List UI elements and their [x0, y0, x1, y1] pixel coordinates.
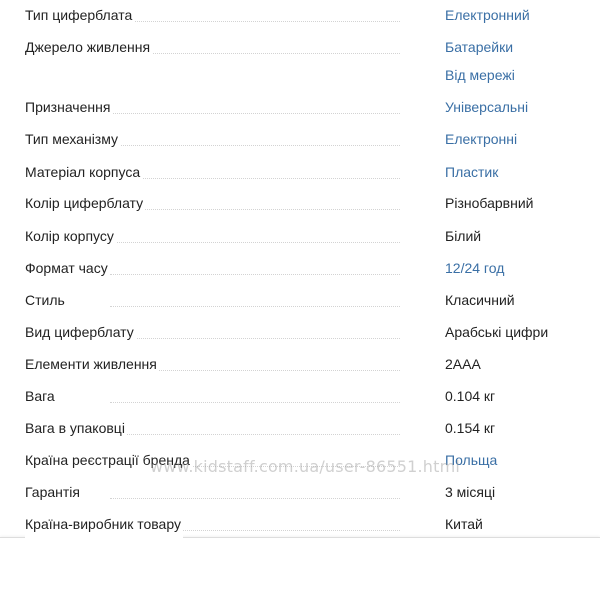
spec-values [445, 1, 530, 29]
spec-values [445, 93, 528, 121]
dotted-leader [110, 402, 400, 403]
spec-label: Елементи живлення [25, 350, 159, 378]
spec-value: Білий [445, 228, 482, 244]
dotted-leader [110, 306, 400, 307]
spec-values [445, 414, 495, 442]
spec-values [445, 510, 483, 538]
watermark: www.kidstaff.com.ua/user-86551.html [150, 457, 461, 476]
dotted-leader [110, 498, 400, 499]
spec-row [0, 93, 600, 121]
spec-label: Матеріал корпуса [25, 158, 142, 186]
spec-value-link[interactable]: Пластик [445, 164, 499, 180]
spec-row [0, 254, 600, 282]
spec-value-link[interactable]: Універсальні [445, 99, 529, 115]
dotted-leader [110, 209, 400, 210]
spec-value-link[interactable]: Електронний [445, 7, 530, 23]
spec-values [445, 286, 515, 314]
spec-label: Формат часу [25, 254, 110, 282]
spec-label: Країна реєстрації бренда [25, 446, 192, 474]
spec-value: 0.154 кг [445, 420, 496, 436]
dotted-leader [110, 53, 400, 54]
spec-label: Стиль [25, 286, 67, 314]
spec-row [0, 414, 600, 442]
spec-label: Гарантія [25, 478, 82, 506]
dotted-leader [110, 178, 400, 179]
spec-label: Джерело живлення [25, 33, 152, 61]
spec-values [445, 158, 498, 186]
spec-label: Колір циферблату [25, 189, 145, 217]
spec-row [0, 33, 600, 83]
spec-row [0, 189, 600, 217]
spec-label: Вага [25, 382, 57, 410]
spec-value: Китай [445, 516, 483, 532]
spec-row [0, 318, 600, 346]
spec-values [445, 478, 495, 506]
dotted-leader [110, 338, 400, 339]
spec-row [0, 158, 600, 186]
spec-value: Арабські цифри [445, 324, 549, 340]
spec-value: Класичний [445, 292, 515, 308]
spec-label: Колір корпусу [25, 222, 116, 250]
dotted-leader [110, 242, 400, 243]
spec-label: Вид циферблату [25, 318, 136, 346]
spec-value: 3 місяці [445, 484, 496, 500]
spec-label: Країна-виробник товару [25, 510, 183, 538]
dotted-leader [110, 145, 400, 146]
spec-values [445, 254, 504, 282]
spec-values [445, 318, 548, 346]
spec-label: Тип механізму [25, 125, 120, 153]
spec-row [0, 286, 600, 314]
spec-value-link[interactable]: Електронні [445, 131, 518, 147]
spec-row [0, 222, 600, 250]
spec-label: Тип циферблата [25, 1, 134, 29]
spec-values [445, 125, 517, 153]
spec-row [0, 478, 600, 506]
dotted-leader [110, 113, 400, 114]
spec-value-link[interactable]: 12/24 год [445, 260, 505, 276]
spec-value-link[interactable]: Від мережі [445, 67, 515, 83]
spec-values [445, 350, 481, 378]
spec-values [445, 382, 495, 410]
spec-values [445, 33, 515, 89]
spec-value-link[interactable]: Польща [445, 452, 498, 468]
spec-row [0, 350, 600, 378]
dotted-leader [110, 274, 400, 275]
spec-value: Різнобарвний [445, 195, 534, 211]
spec-label: Вага в упаковці [25, 414, 127, 442]
spec-value: 2ААА [445, 356, 481, 372]
dotted-leader [110, 21, 400, 22]
spec-row [0, 125, 600, 153]
spec-values [445, 189, 533, 217]
spec-value-link[interactable]: Батарейки [445, 39, 514, 55]
bottom-panel [0, 537, 600, 591]
spec-row [0, 382, 600, 410]
dotted-leader [110, 434, 400, 435]
spec-label: Призначення [25, 93, 112, 121]
spec-values [445, 222, 481, 250]
spec-value: 0.104 кг [445, 388, 496, 404]
spec-row [0, 510, 600, 538]
spec-row [0, 1, 600, 29]
